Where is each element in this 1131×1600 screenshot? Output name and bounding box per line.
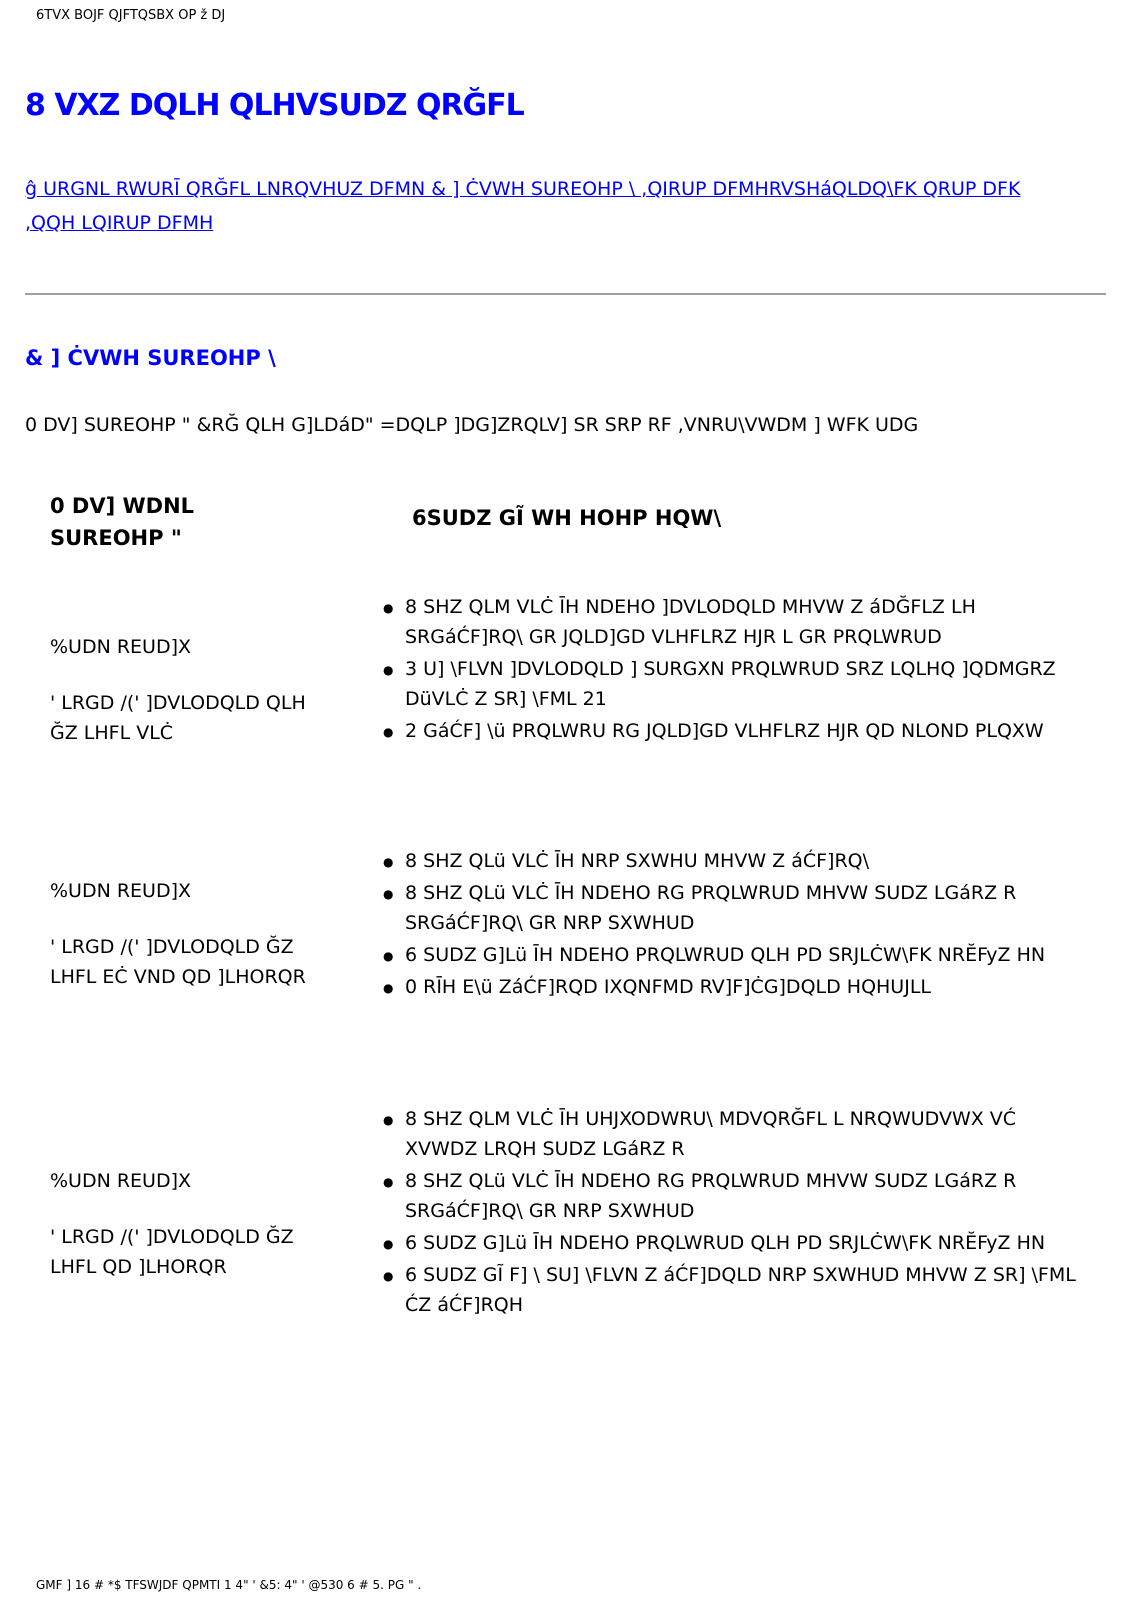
table-of-contents (25, 172, 1095, 240)
table-row-3-checks (385, 1104, 1085, 1322)
list-item: ● 6 SUDZ G]Lü ĪH NDEHO PRQLWRUD QLH PD SRJLĊW\FK NRĔFyZ HN (385, 1228, 1085, 1258)
table-row-2-problem (50, 876, 310, 992)
table-row-3-problem (50, 1166, 310, 1282)
toc-link-main[interactable]: ĝ URGNL RWURĪ QRĞFL LNRQVHUZ DFMN & ] ĊVWH SUREOHP \ ,QIRUP DFMHRVSHáQLDQ\FK QRUP DFK (25, 178, 1021, 200)
problem-title: %UDN REUD]X (50, 880, 192, 902)
horizontal-divider (25, 293, 1106, 295)
list-item: ● 0 RĪH E\ü ZáĆF]RQD IXQNFMD RV]F]ĊG]DQLD HQHUJLL (385, 972, 1085, 1002)
list-item: ● 8 SHZ QLü VLĊ ĪH NRP SXWHU MHVW Z áĆF]RQ\ (385, 846, 1085, 876)
list-item: ● 3 U] \FLVN ]DVLODQLD ] SURGXN PRQLWRUD SRZ LQLHQ ]QDMGRZ DüVLĊ Z SR] \FML 21 (385, 654, 1085, 714)
list-item: ● 8 SHZ QLü VLĊ ĪH NDEHO RG PRQLWRUD MHVW SUDZ LGáRZ R SRGáĆF]RQ\ GR NRP SXWHUD (385, 1166, 1085, 1226)
table-row-2-checks (385, 846, 1085, 1004)
list-item: ● 6 SUDZ G]Lü ĪH NDEHO PRQLWRUD QLH PD SRJLĊW\FK NRĔFyZ HN (385, 940, 1085, 970)
list-item: ● 8 SHZ QLM VLĊ ĪH UHJXODWRU\ MDVQRĞFL L NRQWUDVWX VĆ XVWDZ LRQH SUDZ LGáRZ R (385, 1104, 1085, 1164)
column-header-problem: 0 DV] WDNL SUREOHP " (50, 494, 195, 550)
list-item: ● 6 SUDZ GĨ F] \ SU] \FLVN Z áĆF]DQLD NRP SXWHUD MHVW Z SR] \FML ĆZ áĆF]RQH (385, 1260, 1085, 1320)
page-footer: GMF ] 16 # *$ TFSWJDF QPMTI 1 4" ' &5: 4" ' @530 6 # 5. PG " . (36, 1578, 422, 1592)
problem-detail: ' LRGD /(' ]DVLODQLD ĞZ LHFL EĊ VND QD ]LHORQR (50, 936, 306, 988)
table-row-1-checks (385, 592, 1085, 748)
problem-detail: ' LRGD /(' ]DVLODQLD QLH ĞZ LHFL VLĊ (50, 692, 306, 744)
list-item: ● 8 SHZ QLü VLĊ ĪH NDEHO RG PRQLWRUD MHVW SUDZ LGáRZ R SRGáĆF]RQ\ GR NRP SXWHUD (385, 878, 1085, 938)
page-topline: 6TVX BOJF QJFTQSBX OP ž DJ (36, 8, 226, 23)
table-row-1-problem (50, 632, 310, 748)
problem-title: %UDN REUD]X (50, 636, 192, 658)
column-header-check: 6SUDZ GĨ WH HOHP HQW\ (412, 506, 722, 530)
toc-link-other-info[interactable]: ,QQH LQIRUP DFMH (25, 212, 214, 234)
page-title: 8 VXZ DQLH QLHVSUDZ QRĞFL (25, 88, 524, 123)
section-title: & ] ĊVWH SUREOHP \ (25, 346, 276, 370)
list-item: ● 2 GáĆF] \ü PRQLWRU RG JQLD]GD VLHFLRZ HJR QD NLOND PLQXW (385, 716, 1085, 746)
section-intro: 0 DV] SUREOHP " &RĞ QLH G]LDáD" =DQLP ]DG]ZRQLV] SR SRP RF ,VNRU\VWDM ] WFK UDG (25, 414, 919, 436)
problem-detail: ' LRGD /(' ]DVLODQLD ĞZ LHFL QD ]LHORQR (50, 1226, 294, 1278)
list-item: ● 8 SHZ QLM VLĊ ĪH NDEHO ]DVLODQLD MHVW Z áDĞFLZ LH SRGáĆF]RQ\ GR JQLD]GD VLHFLRZ HJR L GR PRQLWRUD (385, 592, 1085, 652)
problem-title: %UDN REUD]X (50, 1170, 192, 1192)
